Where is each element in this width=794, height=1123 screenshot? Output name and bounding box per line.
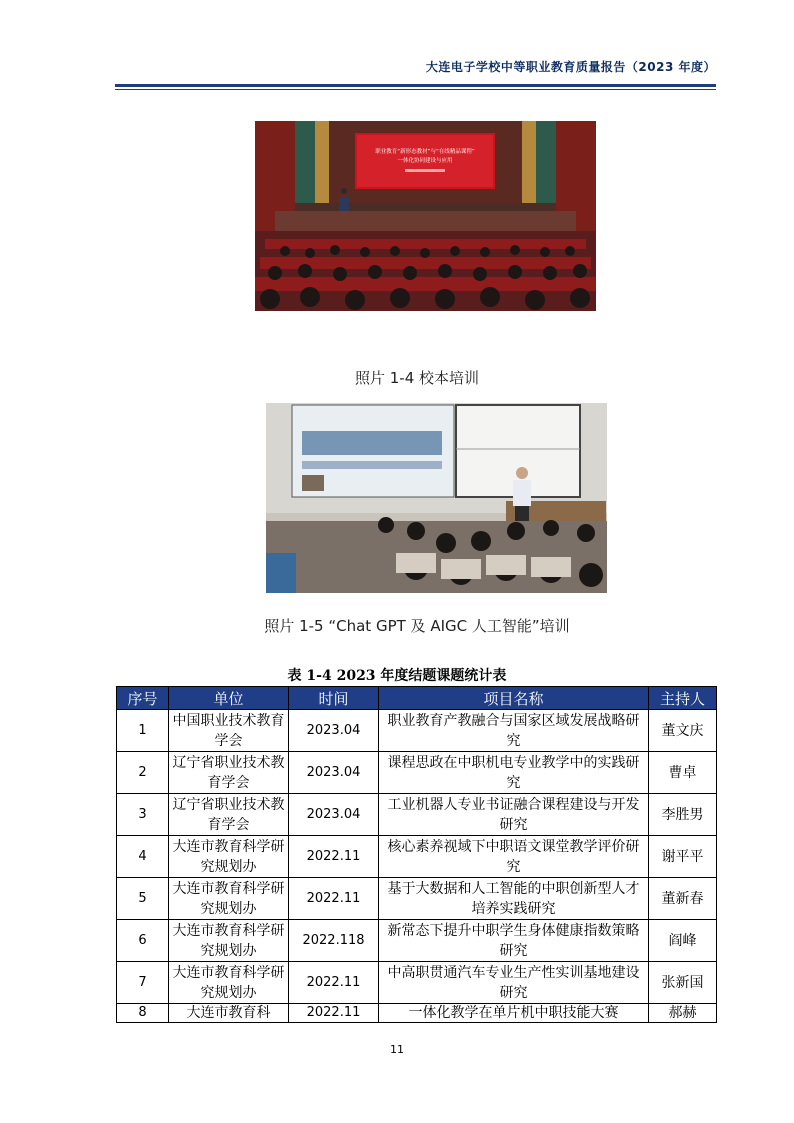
- photo-caption-2: 照片 1-5 “Chat GPT 及 AIGC 人工智能”培训: [264, 617, 570, 635]
- header-leader: 主持人: [649, 687, 717, 710]
- photo-ai-training-classroom: [266, 403, 607, 593]
- table-title: 表 1-4 2023 年度结题课题统计表: [287, 668, 507, 684]
- concluded-topics-table: [116, 686, 717, 1023]
- report-title: 大连电子学校中等职业教育质量报告（2023 年度）: [425, 60, 716, 74]
- table-row: [117, 836, 717, 878]
- cell-time: 2022.11: [289, 836, 379, 878]
- header-rule-thick: [115, 84, 716, 87]
- cell-project: 职业教育产教融合与国家区域发展战略研究: [379, 710, 649, 752]
- cell-no: 3: [117, 794, 169, 836]
- table-row: [117, 878, 717, 920]
- cell-unit: 大连市教育科学研究规划办: [169, 920, 289, 962]
- cell-no: 5: [117, 878, 169, 920]
- header-project: 项目名称: [379, 687, 649, 710]
- cell-leader: 张新国: [649, 962, 717, 1004]
- cell-unit: 大连市教育科学研究规划办: [169, 962, 289, 1004]
- cell-project: 新常态下提升中职学生身体健康指数策略研究: [379, 920, 649, 962]
- cell-time: 2023.04: [289, 710, 379, 752]
- header-unit: 单位: [169, 687, 289, 710]
- cell-leader: 李胜男: [649, 794, 717, 836]
- header-time: 时间: [289, 687, 379, 710]
- cell-unit: 辽宁省职业技术教育学会: [169, 752, 289, 794]
- cell-unit: 大连市教育科: [169, 1004, 289, 1023]
- photo-caption-1: 照片 1-4 校本培训: [354, 369, 480, 387]
- cell-unit: 辽宁省职业技术教育学会: [169, 794, 289, 836]
- table-row: [117, 1004, 717, 1023]
- cell-time: 2022.11: [289, 878, 379, 920]
- cell-leader: 谢平平: [649, 836, 717, 878]
- screen-text-line2: 一体化协同建设与应用: [397, 158, 453, 164]
- cell-leader: 曹卓: [649, 752, 717, 794]
- cell-time: 2022.11: [289, 1004, 379, 1023]
- table-row: [117, 710, 717, 752]
- cell-time: 2023.04: [289, 794, 379, 836]
- photo-auditorium-training: [255, 121, 596, 311]
- cell-leader: 阎峰: [649, 920, 717, 962]
- header-rule-thin: [115, 89, 716, 90]
- cell-no: 7: [117, 962, 169, 1004]
- header-no: 序号: [117, 687, 169, 710]
- cell-leader: 董文庆: [649, 710, 717, 752]
- cell-project: 工业机器人专业书证融合课程建设与开发研究: [379, 794, 649, 836]
- table-row: [117, 794, 717, 836]
- cell-project: 中高职贯通汽车专业生产性实训基地建设研究: [379, 962, 649, 1004]
- cell-time: 2022.11: [289, 962, 379, 1004]
- screen-text-line1: 职业教育“新形态教材”与“在线精品课程”: [375, 149, 475, 155]
- table-row: [117, 752, 717, 794]
- table-row: [117, 920, 717, 962]
- cell-project: 课程思政在中职机电专业教学中的实践研究: [379, 752, 649, 794]
- table-header-row: [117, 687, 717, 710]
- cell-no: 4: [117, 836, 169, 878]
- cell-no: 1: [117, 710, 169, 752]
- cell-leader: 郝赫: [649, 1004, 717, 1023]
- cell-no: 6: [117, 920, 169, 962]
- cell-no: 2: [117, 752, 169, 794]
- cell-unit: 大连市教育科学研究规划办: [169, 836, 289, 878]
- cell-time: 2022.118: [289, 920, 379, 962]
- cell-project: 核心素养视域下中职语文课堂教学评价研究: [379, 836, 649, 878]
- cell-project: 一体化教学在单片机中职技能大赛: [379, 1004, 649, 1023]
- page-number: 11: [390, 1043, 404, 1056]
- cell-unit: 大连市教育科学研究规划办: [169, 878, 289, 920]
- cell-time: 2023.04: [289, 752, 379, 794]
- cell-unit: 中国职业技术教育学会: [169, 710, 289, 752]
- table-row: [117, 962, 717, 1004]
- cell-no: 8: [117, 1004, 169, 1023]
- cell-project: 基于大数据和人工智能的中职创新型人才培养实践研究: [379, 878, 649, 920]
- cell-leader: 董新春: [649, 878, 717, 920]
